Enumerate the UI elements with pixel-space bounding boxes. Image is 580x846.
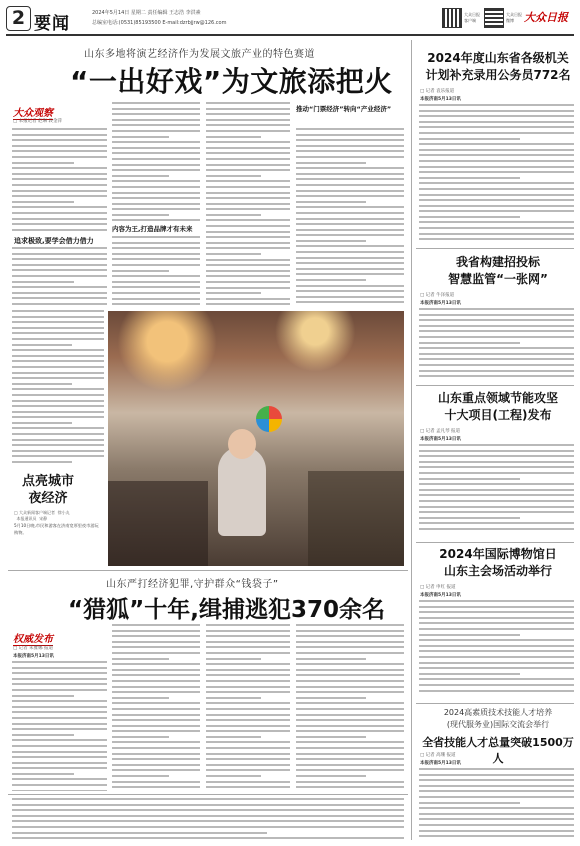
newspaper-logo: 大众日报 [524,11,568,24]
story1-kicker: 山东多地将演艺经济作为发展文旅产业的特色赛道 [84,49,315,60]
story1-left-text3 [12,310,104,468]
story2-headline: “猎狐”十年,缉捕逃犯370余名 [68,597,385,623]
story2-col4-text [296,624,404,790]
story2-col1-text [12,661,107,791]
story2-top-rule [8,570,408,571]
story1-tag: 大众观察 [13,104,53,120]
right-story2-text [419,308,574,382]
story2-bottom-rule [8,794,408,795]
photo-lantern-glow [108,311,404,413]
bottom-strip-text [12,798,404,842]
right-rule-2 [416,385,574,386]
right-story1-headline: 2024年度山东省各级机关 计划补充录用公务员772名 [425,51,571,82]
story1-col2-text [112,102,200,224]
story2-col3-text [206,624,290,790]
right-story2-byline: □ 记者 牛泽报道 [420,293,455,298]
night-market-photo [108,311,404,566]
story2-tag: 权威发布 [13,630,53,646]
right-story3-text [419,444,574,538]
masthead-rule [6,34,574,36]
photo-crowd-right [308,471,404,566]
photo-caption-title: 点亮城市 夜经济 [22,474,75,506]
right-story4-lead: 本报济南5月13日讯 [420,593,461,598]
story1-col4-text [296,128,404,308]
right-story4-byline: □ 记者 申红 报道 [420,585,456,590]
right-story1-lead: 本报济南5月13日讯 [420,97,461,102]
story2-lead: 本报济南5月13日讯 [13,654,54,659]
story1-col2-text2 [112,236,200,308]
section-title: 要闻 [34,14,70,34]
photo-child-head [228,429,256,459]
right-story2-lead: 本报济南5月13日讯 [420,301,461,306]
photo-child-figure [218,446,266,536]
right-rule-3 [416,542,574,543]
page-number: 2 [11,7,26,29]
right-story4-text [419,600,574,700]
qr-label-1: 大众日报 客户端 [464,12,480,23]
right-rule-4 [416,703,574,704]
right-story5-text [419,768,574,842]
story1-col1-text2 [12,247,107,307]
story2-byline: □ 记者 朱雅娜 报道 [13,646,54,651]
right-story1-text [419,104,574,244]
masthead-meta-line1: 2024年5月14日 星期二 责任编辑 王志浩 李洪素 [92,10,201,16]
story2-col2-text [112,624,200,790]
right-story5-lead: 本报济南5月13日讯 [420,761,461,766]
story1-subhead3: 推动“门票经济”转向“产业经济” [296,105,392,113]
right-story5-byline: □ 记者 高珊 报道 [420,753,456,758]
right-story5-headline: 全省技能人才总量突破1500万人 [422,736,574,765]
right-story2-headline: 我省构建招投标 智慧监管“一张网” [448,255,548,286]
right-rule-1 [416,248,574,249]
photo-pinwheel [256,406,282,432]
right-story5-kicker: 2024高素质技术技能人才培养 (现代服务业)国际交流会举行 [443,708,553,729]
right-story1-byline: □ 记者 袁乐报道 [420,89,455,94]
story1-headline: “一出好戏”为文旅添把火 [70,65,393,98]
masthead-meta-line2: 总编室电话:(0531)85193500 E-mail:dzrbjjrw@126.com [92,20,227,26]
story1-col3-text [206,102,290,308]
page-number-box [6,6,31,31]
right-story3-byline: □ 记者 孟凡琴 报道 [420,429,461,434]
qr-label-2: 大众日报 微博 [506,12,522,23]
photo-caption-credit: □ 大众新闻客户端记者 徐小丸 本报通讯员 宋静 [14,510,70,521]
right-story3-lead: 本报济南5月13日讯 [420,437,461,442]
story1-col1-text [12,128,107,234]
story2-kicker: 山东严打经济犯罪,守护群众“钱袋子” [106,579,279,590]
right-column-divider [411,40,412,840]
story1-byline: □ 本报记者 赵琳 段金萍 [13,119,63,124]
qr-code-2 [484,8,504,28]
photo-caption-text: 5月10日晚,市民和游客在济南宽厚里夜市游玩购物。 [14,523,99,535]
story1-subhead1: 追求极致,要学会借力借力 [14,237,94,245]
qr-code-1 [442,8,462,28]
story1-subhead2: 内容为王,打造品牌才有未来 [112,225,193,233]
right-story4-headline: 2024年国际博物馆日 山东主会场活动举行 [439,547,557,578]
right-story3-headline: 山东重点领域节能攻坚 十大项目(工程)发布 [437,391,558,422]
photo-crowd-left [108,481,208,566]
